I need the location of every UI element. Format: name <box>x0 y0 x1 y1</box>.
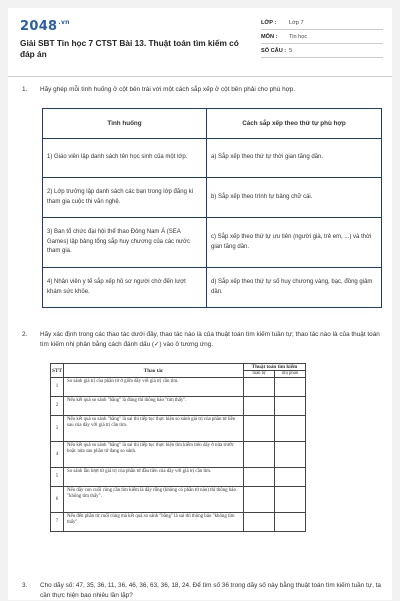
table-row <box>51 378 306 397</box>
site-logo[interactable]: $2048^{.vn}$ <box>20 19 70 34</box>
operation-cell: Nếu dãy con cuối cùng cần tìm kiếm là dãy rỗng (không có phần tử nào) thì thông báo "không tìm thấy". <box>64 487 244 513</box>
operation-cell: Nếu kết quả so sánh "bằng" là sai thì tiếp tục thực hiện so sánh giá trị của phần tử liền sau của dãy với giá trị cần tìm. <box>64 416 244 442</box>
operation-cell: Nếu kết quả so sánh "bằng" là sai thì tiếp tục thực hiện tìm kiếm trên dãy ở nửa trước hoặc nửa sau phần tử đang so sánh. <box>64 442 244 468</box>
table-row <box>51 487 306 513</box>
table-row <box>51 397 306 416</box>
binary-checkbox-cell[interactable] <box>275 487 306 513</box>
meta-question-count: SỐ CÂU : 5 <box>261 44 383 58</box>
question-number: 1. <box>22 86 28 93</box>
question-text: Cho dãy số: 47, 35, 36, 11, 36, 46, 36, 63, 36, 18, 24. Để tìm số 36 trong dãy số này bằng thuật toán tìm kiếm tuần tự, ta cần thực hiện bao nhiêu lần lặp? <box>40 582 381 599</box>
situation-cell: 2) Lớp trưởng lập danh sách các bạn trong lớp đăng kí tham gia cuộc thi văn nghệ. <box>43 178 207 218</box>
table-row <box>51 442 306 468</box>
question-number: 3. <box>22 582 28 589</box>
situation-cell: 3) Ban tổ chức đại hội thể thao Đông Nam Á (SEA Games) lập bảng tổng sắp huy chương của các nước tham gia. <box>43 218 207 268</box>
question-text: Hãy ghép mỗi tình huống ở cột bên trái với một cách sắp xếp ở cột bên phải cho phù hợp. <box>40 86 296 93</box>
table-row <box>43 178 382 218</box>
situation-cell: 1) Giáo viên lập danh sách tên học sinh của một lớp. <box>43 139 207 178</box>
sequential-checkbox-cell[interactable] <box>244 442 275 468</box>
matching-table <box>42 108 382 308</box>
binary-checkbox-cell[interactable] <box>275 416 306 442</box>
document-title: Giải SBT Tin học 7 CTST Bài 13. Thuật toán tìm kiếm có đáp án <box>20 38 239 59</box>
search-algorithm-table <box>50 363 306 532</box>
binary-checkbox-cell[interactable] <box>275 442 306 468</box>
question-text: Hãy xác định trong các thao tác dưới đây, thao tác nào là của thuật toán tìm kiếm tuần tự; thao tác nào là của thuật toán tìm kiếm nhị phân bằng cách đánh dấu (✓) vào ô tương ứng. <box>40 331 380 348</box>
operation-cell: Nếu kết quả so sánh "bằng" là đúng thì thông báo "tìm thấy". <box>64 397 244 416</box>
column-header-sequential: tuần tự <box>244 371 275 378</box>
table-header-row <box>51 364 306 371</box>
operation-cell: So sánh giá trị của phần tử ở giữa dãy với giá trị cần tìm. <box>64 378 244 397</box>
sort-method-cell: c) Sắp xếp theo thứ tự ưu tiên (người già, trẻ em, ...) và thời gian tăng dần. <box>207 218 382 268</box>
meta-subject: MÔN : Tin học <box>261 30 383 44</box>
table-row <box>43 268 382 308</box>
sequential-checkbox-cell[interactable] <box>244 378 275 397</box>
row-number: 1 <box>51 378 64 397</box>
binary-checkbox-cell[interactable] <box>275 468 306 487</box>
table-row <box>43 139 382 178</box>
binary-checkbox-cell[interactable] <box>275 378 306 397</box>
situation-cell: 4) Nhân viên y tế sắp xếp hồ sơ người chờ đến lượt khám sức khỏe. <box>43 268 207 308</box>
header-divider <box>8 76 392 77</box>
operation-cell: So sánh lần lượt từ giá trị của phần tử đầu tiên của dãy với giá trị cần tìm. <box>64 468 244 487</box>
column-header-stt: STT <box>51 364 64 378</box>
operation-cell: Nếu đến phần tử cuối cùng mà kết quả so sánh "bằng" là sai thì thông báo "không tìm thấy". <box>64 513 244 532</box>
column-header-sort-method: Cách sắp xếp theo thứ tự phù hợp <box>207 109 382 139</box>
sort-method-cell: a) Sắp xếp theo thứ tự thời gian tăng dần. <box>207 139 382 178</box>
column-header-operation: Thao tác <box>64 364 244 378</box>
row-number: 4 <box>51 442 64 468</box>
row-number: 2 <box>51 397 64 416</box>
question-number: 2. <box>22 331 28 338</box>
sequential-checkbox-cell[interactable] <box>244 416 275 442</box>
sequential-checkbox-cell[interactable] <box>244 397 275 416</box>
sort-method-cell: d) Sắp xếp theo thứ tự số huy chương vàng, bạc, đồng giảm dần. <box>207 268 382 308</box>
column-header-search-algorithm: Thuật toán tìm kiếm <box>244 364 306 371</box>
table-row <box>43 218 382 268</box>
binary-checkbox-cell[interactable] <box>275 397 306 416</box>
table-header-row <box>43 109 382 139</box>
document-page <box>8 8 392 600</box>
sequential-checkbox-cell[interactable] <box>244 513 275 532</box>
sequential-checkbox-cell[interactable] <box>244 468 275 487</box>
table-row <box>51 468 306 487</box>
sort-method-cell: b) Sắp xếp theo trình tự bảng chữ cái. <box>207 178 382 218</box>
row-number: 7 <box>51 513 64 532</box>
row-number: 5 <box>51 468 64 487</box>
document-meta <box>261 16 383 58</box>
row-number: 6 <box>51 487 64 513</box>
column-header-situation: Tình huống <box>43 109 207 139</box>
column-header-binary: nhị phân <box>275 371 306 378</box>
sequential-checkbox-cell[interactable] <box>244 487 275 513</box>
row-number: 3 <box>51 416 64 442</box>
table-row <box>51 416 306 442</box>
table-row <box>51 513 306 532</box>
binary-checkbox-cell[interactable] <box>275 513 306 532</box>
meta-grade: LỚP : Lớp 7 <box>261 16 383 30</box>
